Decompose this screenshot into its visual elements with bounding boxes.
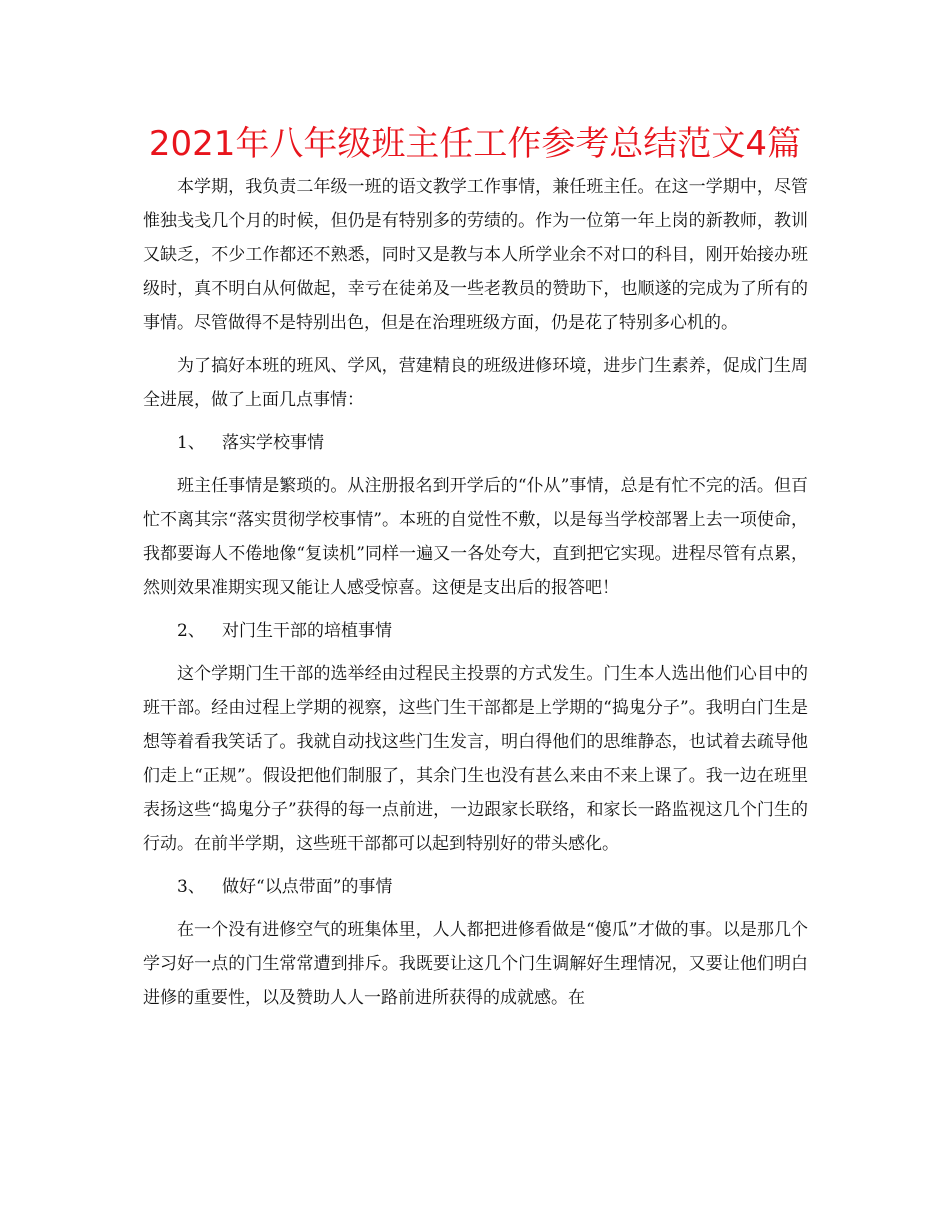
section-heading — [143, 426, 808, 460]
section-heading-text: 做好“以点带面”的事情 — [222, 877, 393, 897]
section-paragraph: 班主任事情是繁琐的。从注册报名到开学后的“仆从”事情，总是有忙不完的活。但百忙不离其宗“落实贯彻学校事情”。本班的自觉性不敷，以是每当学校部署上去一项使命，我都要诲人不倦地像“复读机”同样一遍又一各处夸大，直到把它实现。进程尽管有点累，然则效果准期实现又能让人感受惊喜。这便是支出后的报答吧！ — [143, 476, 808, 598]
document-title: 2021年八年级班主任工作参考总结范文4篇 — [148, 124, 802, 164]
section-heading-text: 落实学校事情 — [222, 433, 324, 453]
section-heading — [143, 614, 808, 648]
section-paragraph: 在一个没有进修空气的班集体里，人人都把进修看做是“傻瓜”才做的事。以是那几个学习好一点的门生常常遭到排斥。我既要让这几个门生调解好生理情况，又要让他们明白进修的重要性，以及赞助人人一路前进所获得的成就感。在 — [143, 920, 808, 1008]
section-number: 1、 — [177, 433, 205, 453]
section-number: 3、 — [177, 877, 205, 897]
intro-paragraph: 本学期，我负责二年级一班的语文教学工作事情，兼任班主任。在这一学期中，尽管惟独戋戋几个月的时候，但仍是有特别多的劳绩的。作为一位第一年上岗的新教师，教训又缺乏，不少工作都还不熟悉，同时又是教与本人所学业余不对口的科目，刚开始接办班级时，真不明白从何做起，幸亏在徒弟及一些老教员的赞助下，也顺遂的完成为了所有的事情。尽管做得不是特别出色，但是在治理班级方面，仍是花了特别多心机的。 — [143, 177, 808, 333]
document-body — [143, 170, 808, 1024]
intro-paragraph: 为了搞好本班的班风、学风，营建精良的班级进修环境，进步门生素养，促成门生周全进展，做了上面几点事情： — [143, 356, 808, 410]
section-paragraph: 这个学期门生干部的选举经由过程民主投票的方式发生。门生本人选出他们心目中的班干部。经由过程上学期的视察，这些门生干部都是上学期的“捣鬼分子”。我明白门生是想等着看我笑话了。我就自动找这些门生发言，明白得他们的思维静态，也试着去疏导他们走上“正规”。假设把他们制服了，其余门生也没有甚么来由不来上课了。我一边在班里表扬这些“捣鬼分子”获得的每一点前进，一边跟家长联络，和家长一路监视这几个门生的行动。在前半学期，这些班干部都可以起到特别好的带头感化。 — [143, 664, 808, 854]
section-heading-text: 对门生干部的培植事情 — [222, 621, 392, 641]
section-heading — [143, 870, 808, 904]
section-number: 2、 — [177, 621, 205, 641]
